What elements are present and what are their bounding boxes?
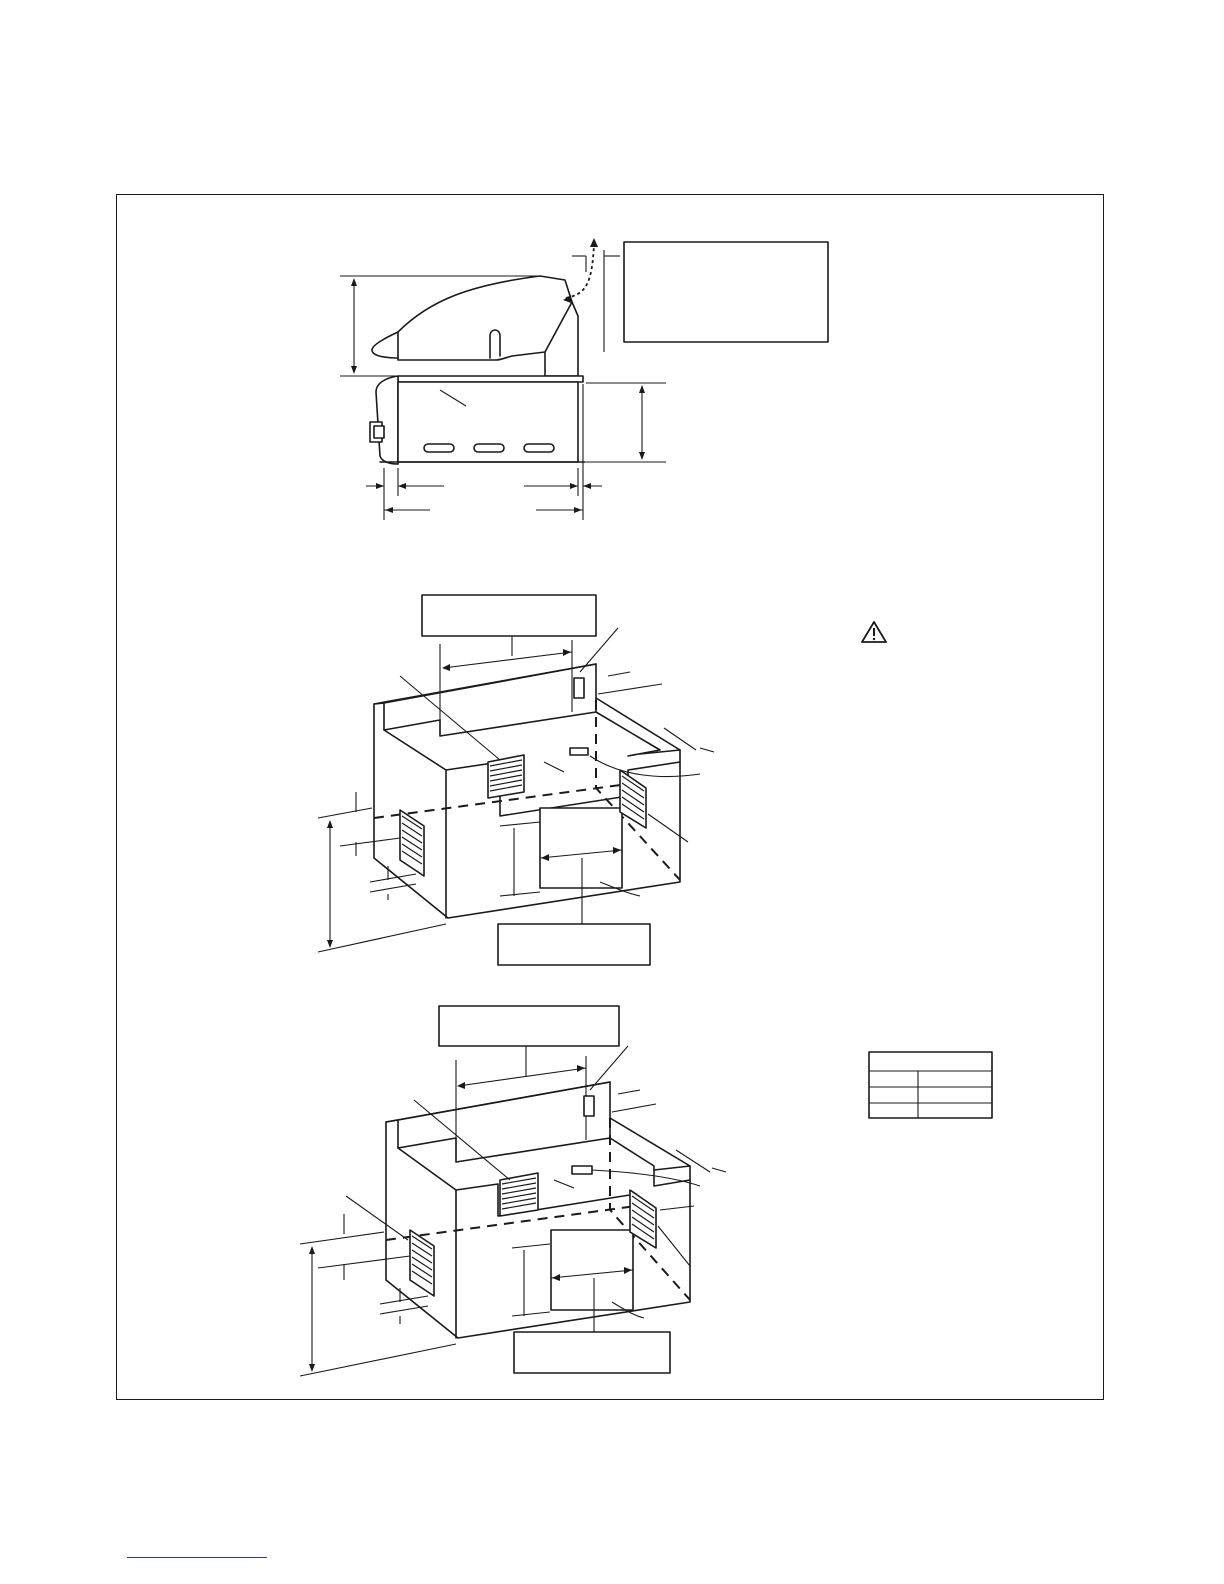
enclosure-1-top-callout-box [422, 595, 596, 636]
vent-grille-icon [630, 1190, 656, 1248]
vent-grille-icon [488, 755, 524, 798]
enclosure-1-bottom-callout-box [498, 924, 650, 965]
body-vent-slot [474, 444, 504, 452]
vent-grille-icon [400, 810, 424, 876]
lid-front-handle [372, 332, 398, 358]
warning-triangle-icon [862, 622, 886, 642]
enclosure-1-access-opening [540, 808, 622, 888]
enclosure-2-top-callout-box [439, 1006, 619, 1046]
body-vent-slot [424, 444, 454, 452]
depth-dimensions [366, 468, 602, 520]
vent-grille-icon [620, 770, 646, 828]
enclosure-2-figure [300, 1006, 726, 1376]
enclosure-2-access-opening [551, 1230, 633, 1310]
electrical-outlet-icon [574, 678, 584, 698]
vent-grille-icon [500, 1173, 538, 1216]
gas-line-hole [570, 748, 588, 755]
body-height-dimension [583, 383, 666, 520]
spec-table [869, 1052, 992, 1118]
side-view-callout-box [624, 242, 828, 342]
electrical-outlet-icon [584, 1096, 594, 1116]
grill-rim [398, 376, 583, 382]
side-view-figure [340, 238, 828, 520]
control-panel [376, 376, 398, 464]
footer-link[interactable] [127, 1557, 267, 1558]
gas-line-hole [572, 1166, 592, 1174]
body-vent-slot [524, 444, 554, 452]
grill-lid [398, 276, 572, 360]
enclosure-1-figure [318, 595, 714, 965]
vent-grille-icon [410, 1230, 434, 1296]
enclosure-2-bottom-callout-box [514, 1332, 670, 1373]
